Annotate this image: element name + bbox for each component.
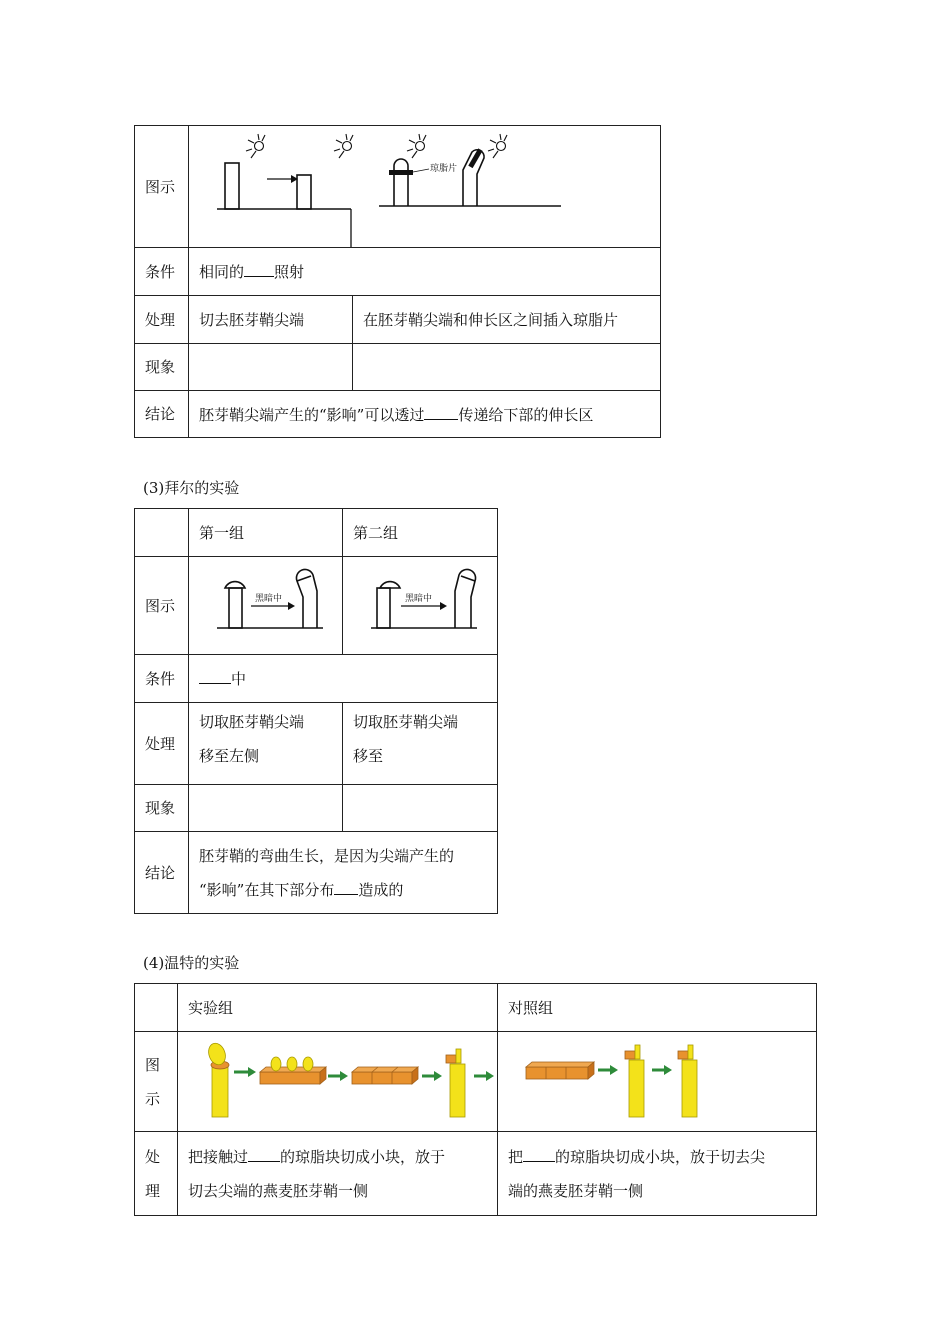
treatment-line: 移至左侧	[199, 747, 260, 765]
row-label-char: 图	[145, 1055, 161, 1074]
section3-title: (3)拜尔的实验	[143, 479, 240, 497]
arrow-icon	[328, 1071, 348, 1081]
table-section3	[134, 508, 498, 914]
treatment-group1	[189, 703, 343, 785]
conclusion-line	[199, 873, 487, 907]
treatment-line: 切取胚芽鞘尖端	[199, 713, 305, 731]
coleoptile-icon	[206, 1041, 229, 1117]
header-empty	[135, 509, 189, 557]
agar-sheet-label: 琼脂片	[430, 164, 458, 174]
conclusion-text-post: 造成的	[358, 880, 404, 899]
row-label-treatment: 处理	[135, 703, 189, 785]
phenomenon-group1	[189, 785, 343, 832]
diagram-experimental	[178, 1032, 498, 1132]
coleoptile-icon	[678, 1045, 697, 1117]
section4-title: (4)温特的实验	[143, 954, 240, 972]
diagram-cell	[189, 126, 661, 248]
conclusion-text-post: 传递给下部的伸长区	[458, 405, 594, 424]
header-group1: 第一组	[189, 509, 343, 557]
fill-blank	[523, 1146, 555, 1162]
treatment-control	[498, 1132, 817, 1216]
treatment-line	[188, 1140, 487, 1174]
header-experimental: 实验组	[178, 984, 498, 1032]
treatment-text-pre: 把	[508, 1147, 524, 1166]
agar-sheet-icon	[389, 170, 413, 175]
row-label-condition: 条件	[135, 248, 189, 296]
fill-blank	[424, 404, 458, 420]
row-label-conclusion: 结论	[135, 832, 189, 914]
row-label-condition: 条件	[135, 655, 189, 703]
diagram-group2	[343, 557, 498, 655]
treatment-text-post: 的琼脂块切成小块，放于	[280, 1147, 446, 1166]
row-label-diagram	[135, 1032, 178, 1132]
agar-block-icon	[526, 1062, 594, 1079]
condition-cell	[189, 655, 498, 703]
header-empty	[135, 984, 178, 1032]
arrow-icon	[267, 175, 298, 183]
condition-text-pre: 相同的	[199, 263, 245, 281]
row-label-char: 示	[145, 1089, 161, 1108]
treatment-line	[508, 1140, 806, 1174]
table-section4	[134, 983, 817, 1216]
dark-label: 黑暗中	[405, 594, 433, 604]
fill-blank	[334, 879, 358, 895]
dark-experiment-diagram-1	[189, 557, 343, 654]
conclusion-text-pre: “影响”在其下部分布	[199, 880, 335, 899]
header-group2: 第二组	[343, 509, 498, 557]
condition-text-post: 中	[231, 670, 247, 688]
treatment-experimental	[178, 1132, 498, 1216]
treatment-line: 切去尖端的燕麦胚芽鞘一侧	[188, 1181, 369, 1200]
row-label-phenomenon: 现象	[135, 344, 189, 391]
arrow-icon	[652, 1065, 672, 1075]
arrow-icon	[422, 1071, 442, 1081]
row-label-diagram: 图示	[135, 557, 189, 655]
row-label-char: 理	[145, 1181, 161, 1200]
light-experiment-diagram	[189, 126, 659, 247]
coleoptile-icon	[446, 1049, 465, 1117]
diagram-control	[498, 1032, 817, 1132]
conclusion-text-pre: 胚芽鞘尖端产生的“影响”可以透过	[199, 405, 425, 424]
row-label-treatment	[135, 1132, 178, 1216]
arrow-icon	[598, 1065, 618, 1075]
condition-text-post: 照射	[274, 263, 305, 281]
treatment-right: 在胚芽鞘尖端和伸长区之间插入琼脂片	[353, 296, 661, 344]
treatment-text-pre: 把接触过	[188, 1147, 249, 1166]
light-source-icon	[488, 134, 507, 158]
row-label-conclusion: 结论	[135, 391, 189, 438]
treatment-left: 切去胚芽鞘尖端	[189, 296, 353, 344]
went-experimental-diagram	[178, 1032, 498, 1131]
phenomenon-group2	[343, 785, 498, 832]
treatment-group2	[343, 703, 498, 785]
condition-cell	[189, 248, 661, 296]
conclusion-cell	[189, 391, 661, 438]
treatment-line: 端的燕麦胚芽鞘一侧	[508, 1181, 644, 1200]
agar-block-icon	[260, 1057, 326, 1084]
conclusion-cell	[189, 832, 498, 914]
table-section2	[134, 125, 661, 438]
light-source-icon	[334, 134, 353, 158]
header-control: 对照组	[498, 984, 817, 1032]
coleoptile-icon	[625, 1045, 644, 1117]
phenomenon-left	[189, 344, 353, 391]
diagram-group1	[189, 557, 343, 655]
treatment-line: 移至	[353, 747, 384, 765]
dark-label: 黑暗中	[255, 594, 283, 604]
light-source-icon	[246, 134, 265, 158]
phenomenon-right	[353, 344, 661, 391]
conclusion-line: 胚芽鞘的弯曲生长，是因为尖端产生的	[199, 846, 455, 865]
agar-block-icon	[352, 1067, 418, 1084]
dark-experiment-diagram-2	[343, 557, 498, 654]
fill-blank	[248, 1146, 280, 1162]
treatment-text-post: 的琼脂块切成小块，放于切去尖	[555, 1147, 766, 1166]
row-label-treatment: 处理	[135, 296, 189, 344]
arrow-icon	[474, 1071, 494, 1081]
light-source-icon	[407, 134, 426, 158]
fill-blank	[244, 261, 274, 277]
fill-blank	[199, 668, 231, 684]
row-label-phenomenon: 现象	[135, 785, 189, 832]
treatment-line: 切取胚芽鞘尖端	[353, 713, 459, 731]
row-label-diagram: 图示	[135, 126, 189, 248]
row-label-char: 处	[145, 1147, 161, 1166]
went-control-diagram	[498, 1032, 817, 1131]
arrow-icon	[234, 1067, 256, 1077]
